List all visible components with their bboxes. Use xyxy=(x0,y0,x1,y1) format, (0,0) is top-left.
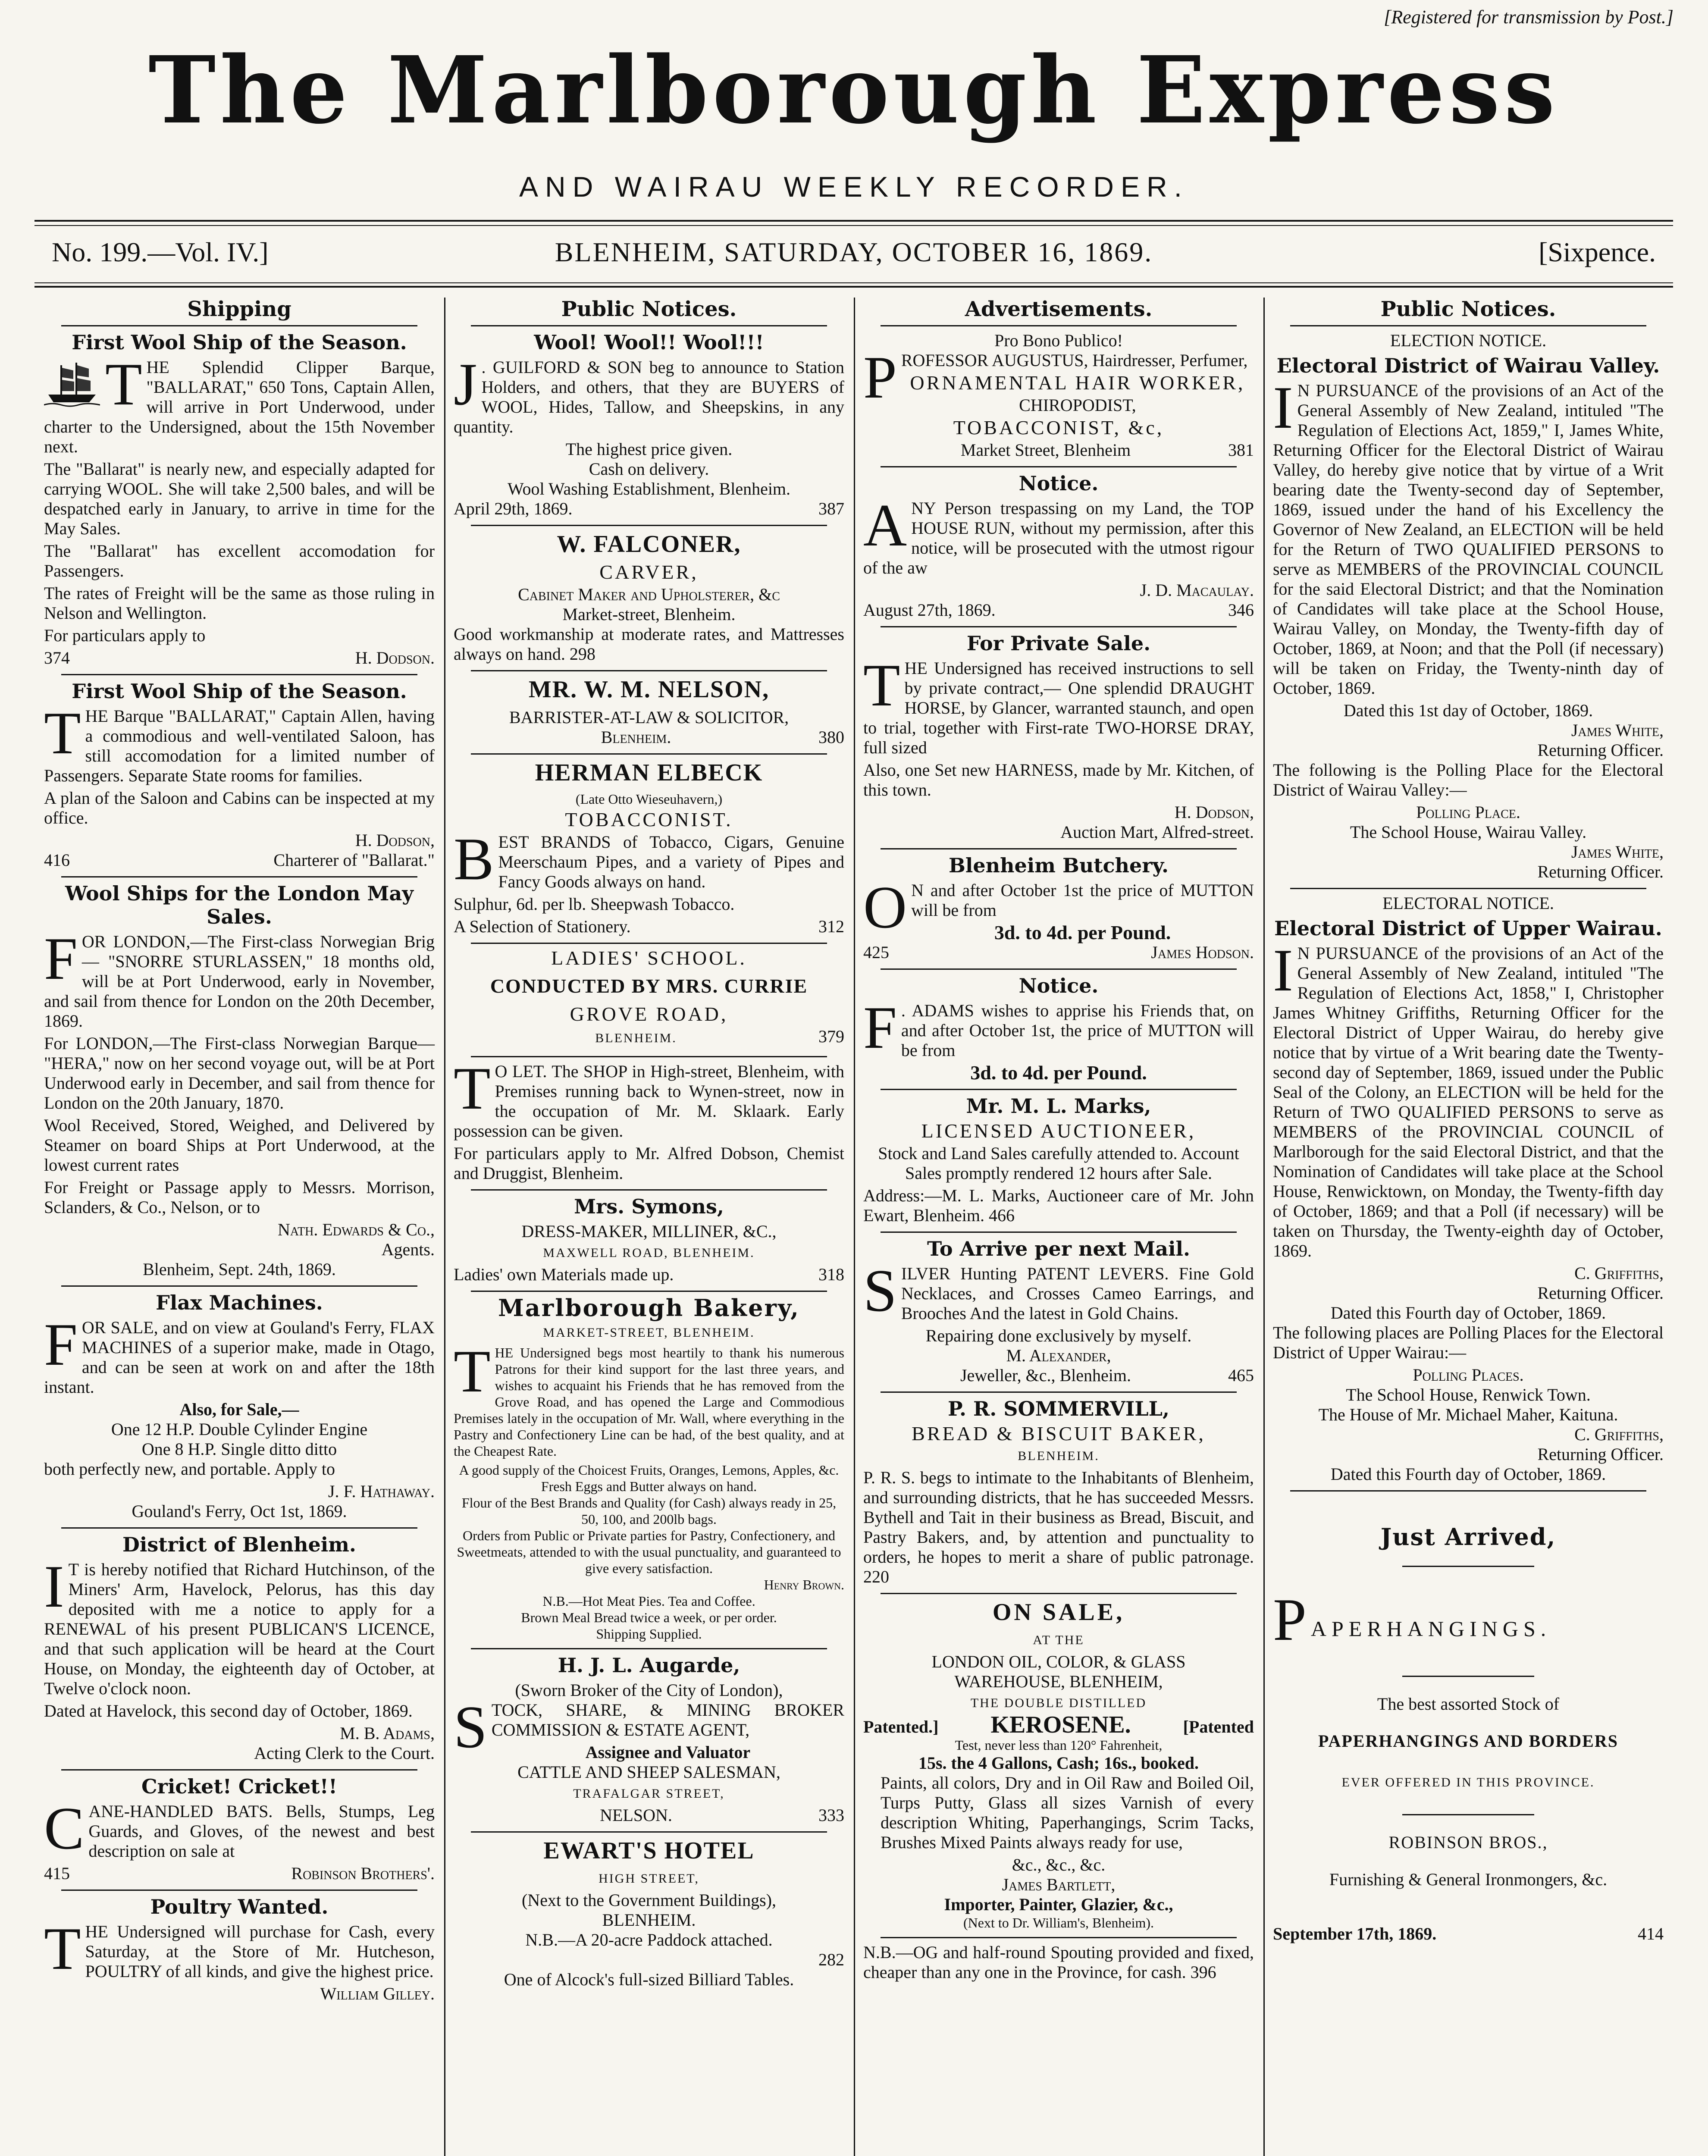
ad-line: ORNAMENTAL HAIR WORKER, xyxy=(910,372,1245,394)
column-shipping xyxy=(34,298,444,2156)
ad-heading: W. FALCONER, xyxy=(557,531,741,558)
divider xyxy=(881,1232,1237,1233)
ad-number: 416 xyxy=(44,850,70,870)
drop-cap: A xyxy=(863,492,907,559)
ad-signature: C. Griffiths, xyxy=(1574,1263,1664,1283)
drop-cap: I xyxy=(1273,374,1293,441)
divider xyxy=(61,1769,417,1771)
ad-line: One 8 H.P. Single ditto ditto xyxy=(141,1439,337,1459)
divider xyxy=(471,1648,827,1649)
ad-line: Orders from Public or Private parties for Pastry, Confectionery, and Sweetmeats, attended to with the usual punctuality, and guaranteed to give every satisfaction. xyxy=(457,1528,841,1576)
ad-signature: William Gilley. xyxy=(320,1984,435,2003)
ad-signature: Charterer of "Ballarat." xyxy=(273,850,435,870)
ad-line: NELSON. xyxy=(600,1805,672,1825)
ad-text: ANE-HANDLED BATS. Bells, Stumps, Leg Guards, and Gloves, of the newest and best description on sale at xyxy=(88,1802,435,1861)
ad-signature: Nath. Edwards & Co., xyxy=(277,1220,435,1239)
column-public-notices-2 xyxy=(1263,298,1673,2156)
ad-number: 220 xyxy=(863,1567,889,1586)
ad-number: 465 xyxy=(1228,1366,1254,1385)
ad-line: KEROSENE. xyxy=(990,1711,1131,1738)
divider xyxy=(1290,325,1646,326)
ad-line: MARKET-STREET, BLENHEIM. xyxy=(543,1326,755,1340)
ad-heading: Just Arrived, xyxy=(1380,1523,1556,1551)
ad-line: The best assorted Stock of xyxy=(1377,1694,1560,1714)
ad-number: 425 xyxy=(863,943,889,962)
ad-heading: Poultry Wanted. xyxy=(150,1895,329,1918)
ad-line: 15s. the 4 Gallons, Cash; 16s., booked. xyxy=(918,1753,1199,1773)
rule-mid xyxy=(34,286,1673,288)
ad-date: Dated this Fourth day of October, 1869. xyxy=(1330,1303,1606,1322)
ad-text: Address:—M. L. Marks, Auctioneer care of Mr. John Ewart, Blenheim. xyxy=(863,1186,1254,1225)
ad-line: Assignee and Valuator xyxy=(585,1742,751,1762)
ad-heading: Notice. xyxy=(1019,974,1099,997)
ad-heading: District of Blenheim. xyxy=(122,1533,356,1556)
issue-price: [Sixpence. xyxy=(1539,237,1656,267)
ad-line: WAREHOUSE, BLENHEIM, xyxy=(954,1672,1163,1691)
drop-cap: T xyxy=(454,1055,491,1122)
ship-icon xyxy=(44,360,100,407)
ad-heading: ELECTORAL NOTICE. xyxy=(1382,893,1554,913)
ad-subheading: Electoral District of Wairau Valley. xyxy=(1276,354,1660,377)
ad-heading: MR. W. M. NELSON, xyxy=(528,676,770,703)
ad-line: 3d. to 4d. per Pound. xyxy=(970,1062,1147,1084)
divider xyxy=(881,848,1237,849)
ad-line: BREAD & BISCUIT BAKER, xyxy=(912,1423,1206,1445)
ad-text: EST BRANDS of Tobacco, Cigars, Genuine Meerschaum Pipes, and a variety of Pipes and Fancy Goods always on hand. xyxy=(498,832,844,891)
ad-signature: H. Dodson, xyxy=(355,830,435,850)
ad-heading: P. R. SOMMERVILL, xyxy=(948,1397,1169,1420)
ad-text: Good workmanship at moderate rates, and Mattresses always on hand. xyxy=(454,624,844,664)
ad-line: (Sworn Broker of the City of London), xyxy=(515,1680,783,1700)
drop-cap: C xyxy=(44,1795,85,1862)
ad-text: T is hereby notified that Richard Hutchinson, of the Miners' Arm, Havelock, Pelorus, has this day deposited with me a notice to apply for a RENEWAL of his present PUBLICAN'S LICENCE, and that such application will be heard at the Court House, on Monday, the eighteenth day of October, at Twelve o'clock noon. xyxy=(44,1560,435,1698)
ad-text: The rates of Freight will be the same as those ruling in Nelson and Wellington. xyxy=(44,583,435,623)
ad-number: 282 xyxy=(818,1950,844,1969)
ad-signature: ROBINSON BROS., xyxy=(1388,1833,1548,1852)
divider xyxy=(61,674,417,675)
ad-heading: H. J. L. Augarde, xyxy=(558,1654,740,1677)
column-public-notices xyxy=(444,298,854,2156)
drop-cap: J xyxy=(454,351,477,418)
ad-signature: James White, xyxy=(1571,842,1664,862)
ad-heading: Notice. xyxy=(1019,472,1099,495)
ad-line: LICENSED AUCTIONEER, xyxy=(921,1120,1196,1142)
ad-signature: James White, xyxy=(1571,721,1664,740)
drop-cap: P xyxy=(1273,1586,1307,1653)
ad-text: For particulars apply to Mr. Alfred Dobson, Chemist and Druggist, Blenheim. xyxy=(454,1144,844,1183)
rule-top-thin xyxy=(34,225,1673,226)
ad-number: 318 xyxy=(818,1265,844,1284)
divider xyxy=(881,466,1237,467)
ad-number: 381 xyxy=(1228,440,1254,460)
ad-date: September 17th, 1869. xyxy=(1273,1924,1437,1943)
ad-line: CONDUCTED BY MRS. CURRIE xyxy=(490,975,808,997)
ad-text: O LET. The SHOP in High-street, Blenheim, with Premises running back to Wynen-street, now in the occupation of Mr. M. Sklaark. Early possession can be given. xyxy=(454,1062,844,1141)
ad-line: Polling Places. xyxy=(1413,1365,1524,1385)
ad-line: CATTLE AND SHEEP SALESMAN, xyxy=(517,1762,780,1782)
ad-text: both perfectly new, and portable. Apply to xyxy=(44,1459,335,1479)
ad-signature: James Bartlett, xyxy=(1002,1875,1116,1894)
ad-heading: Wool! Wool!! Wool!!! xyxy=(534,331,764,354)
ad-text: For Freight or Passage apply to Messrs. Morrison, Sclanders, & Co., Nelson, or to xyxy=(44,1178,435,1217)
ad-heading: Marlborough Bakery, xyxy=(498,1294,800,1322)
ad-text: HE Undersigned begs most heartily to thank his numerous Patrons for their kind support for the last three years, and wishes to acquaint his Friends that he has removed from the Grove Road, and has opened the Large and Commodious Premises lately in the occupation of Mr. Wall, where everything in the Pastry and Confectionery Line can be had, of the best quality, and at the Cheapest Rate. xyxy=(454,1345,844,1459)
ad-signature: M. B. Adams, xyxy=(340,1724,435,1743)
divider xyxy=(471,1189,827,1191)
ad-text: HE Splendid Clipper Barque, "BALLARAT," 650 Tons, Captain Allen, will arrive in Port Underwood, under charter to the Undersigned, about the 15th November next. xyxy=(44,357,435,456)
ad-line: BARRISTER-AT-LAW & SOLICITOR, xyxy=(509,708,789,727)
ad-line: Importer, Painter, Glazier, &c., xyxy=(944,1895,1173,1914)
ad-line: TOBACCONIST. xyxy=(565,808,733,830)
ad-signature: Henry Brown. xyxy=(764,1577,844,1592)
ad-heading: Cricket! Cricket!! xyxy=(141,1775,338,1798)
section-heading: Public Notices. xyxy=(561,298,737,321)
ad-text: The following is the Polling Place for the Electoral District of Wairau Valley:— xyxy=(1273,760,1664,799)
ad-line: Fresh Eggs and Butter always on hand. xyxy=(541,1479,757,1494)
divider xyxy=(881,325,1237,326)
ad-heading: First Wool Ship of the Season. xyxy=(72,680,407,703)
ad-line: Blenheim. xyxy=(601,727,671,747)
ad-heading: HERMAN ELBECK xyxy=(535,759,763,786)
ad-line: MAXWELL ROAD, BLENHEIM. xyxy=(543,1246,755,1260)
ad-line: BLENHEIM. xyxy=(1018,1449,1100,1463)
ad-text: . ADAMS wishes to apprise his Friends that, on and after October 1st, the price of MUTTON will be from xyxy=(901,1001,1254,1060)
drop-cap: T xyxy=(863,652,900,719)
divider xyxy=(471,943,827,944)
drop-cap: F xyxy=(44,925,78,992)
drop-cap: O xyxy=(863,874,907,941)
divider xyxy=(1290,1490,1646,1492)
ad-line: Brown Meal Bread twice a week, or per order. xyxy=(521,1610,777,1625)
ad-text: N PURSUANCE of the provisions of an Act of the General Assembly of New Zealand, intituled "The Regulation of Elections Act, 1859," I, James White, Returning Officer for the Electoral District of Wairau Valley, do hereby give notice that by virtue of a Writ bearing date the Twenty-second day of September, 1869, issued under the hand of his Excellency the Governor of New Zealand, an ELECTION will be held for the Return of TWO QUALIFIED PERSONS to serve as MEMBERS of the PROVINCIAL COUNCIL for the said Electoral District; and that the Nomination of Candidates will take place at the School House, Wairau Valley, on Monday, the Twenty-fifth day of October, 1869, at Noon; and that the Poll (if necessary) will be taken on Friday, the Twenty-ninth day of October, 1869. xyxy=(1273,381,1664,698)
divider xyxy=(61,1890,417,1891)
ad-number: 415 xyxy=(44,1864,70,1883)
divider xyxy=(471,525,827,526)
ad-text: N.B.—OG and half-round Spouting provided and fixed, cheaper than any one in the Province, for cash. xyxy=(863,1943,1254,1982)
dateline xyxy=(52,236,1656,275)
ad-text: OR SALE, and on view at Gouland's Ferry, FLAX MACHINES of a superior make, made in Otago, and can be seen at work on and after the 18th instant. xyxy=(44,1318,435,1397)
ad-text: Paints, all colors, Dry and in Oil Raw and Boiled Oil, Turps Putty, Glass all sizes Varnish of every description Whiting, Paperhangings, Scrim Tacks, Brushes Mixed Paints always ready for use, xyxy=(881,1773,1254,1852)
ad-number: 346 xyxy=(1228,600,1254,620)
ad-date: Dated this 1st day of October, 1869. xyxy=(1343,701,1593,720)
ad-number: 298 xyxy=(569,644,595,664)
drop-cap: T xyxy=(105,351,142,418)
drop-cap: T xyxy=(44,1915,81,1982)
ad-line: Wool Washing Establishment, Blenheim. xyxy=(507,479,791,498)
drop-cap: T xyxy=(454,1338,491,1405)
ad-text: TOCK, SHARE, & MINING BROKER COMMISSION & ESTATE AGENT, xyxy=(491,1700,844,1739)
ad-number: 333 xyxy=(818,1805,844,1825)
issue-number: No. 199.—Vol. IV.] xyxy=(52,237,269,267)
divider xyxy=(471,670,827,671)
ad-line: The School House, Wairau Valley. xyxy=(1350,822,1587,842)
ad-subheading: Also, for Sale,— xyxy=(179,1400,299,1419)
ad-text: N and after October 1st the price of MUTTON will be from xyxy=(911,881,1254,920)
ad-number: 312 xyxy=(818,917,844,936)
ad-heading: Mr. M. L. Marks, xyxy=(966,1094,1151,1118)
ad-text: For LONDON,—The First-class Norwegian Barque— "HERA," now on her second voyage out, will be at Port Underwood early in December, and sail from thence for London on the 20th January, 1870. xyxy=(44,1034,435,1112)
ad-line: The House of Mr. Michael Maher, Kaituna. xyxy=(1318,1405,1618,1424)
ad-line: THE DOUBLE DISTILLED xyxy=(970,1696,1147,1710)
drop-cap: I xyxy=(1273,937,1293,1004)
ad-line: CHIROPODIST, xyxy=(1019,395,1136,415)
ad-signature: Jeweller, &c., Blenheim. xyxy=(960,1366,1131,1385)
ad-number: 396 xyxy=(1190,1962,1216,1982)
ad-text: A plan of the Saloon and Cabins can be inspected at my office. xyxy=(44,788,435,827)
ad-line: A good supply of the Choicest Fruits, Oranges, Lemons, Apples, &c. xyxy=(459,1462,839,1478)
ad-signature: J. D. Macaulay. xyxy=(1140,580,1254,600)
ad-line: Repairing done exclusively by myself. xyxy=(925,1326,1192,1345)
ad-line: CARVER, xyxy=(599,561,699,583)
ad-signature: Returning Officer. xyxy=(1537,1283,1664,1303)
ad-line: GROVE ROAD, xyxy=(570,1003,728,1025)
ad-date: August 27th, 1869. xyxy=(863,600,996,620)
drop-cap: B xyxy=(454,826,494,893)
divider xyxy=(471,1291,827,1292)
newspaper-title: The Marlborough Express xyxy=(148,36,1559,144)
divider xyxy=(1290,888,1646,889)
ad-heading: Flax Machines. xyxy=(156,1291,323,1314)
ad-text: The following places are Polling Places for the Electoral District of Upper Wairau:— xyxy=(1273,1323,1664,1362)
ad-line: N.B.—A 20-acre Paddock attached. xyxy=(525,1930,773,1949)
drop-cap: T xyxy=(44,700,81,767)
divider xyxy=(881,968,1237,970)
ad-signature: Acting Clerk to the Court. xyxy=(254,1743,435,1763)
ad-signature: C. Griffiths, xyxy=(1574,1425,1664,1444)
ad-line: Cabinet Maker and Upholsterer, &c xyxy=(518,585,780,604)
ad-line: One 12 H.P. Double Cylinder Engine xyxy=(111,1420,368,1439)
ad-number: 414 xyxy=(1638,1924,1664,1943)
ad-signature: H. Dodson, xyxy=(1174,802,1254,822)
divider xyxy=(61,876,417,877)
divider xyxy=(471,1056,827,1057)
ad-signature: M. Alexander, xyxy=(1006,1346,1111,1365)
columns xyxy=(34,298,1673,2156)
rule-mid-thin xyxy=(34,282,1673,283)
ad-line: Test, never less than 120° Fahrenheit, xyxy=(955,1737,1163,1753)
ad-date: Dated this Fourth day of October, 1869. xyxy=(1330,1464,1606,1484)
divider xyxy=(471,325,827,326)
ad-signature: H. Dodson. xyxy=(355,648,435,667)
section-heading: Public Notices. xyxy=(1380,298,1556,321)
ad-heading: EWART'S HOTEL xyxy=(543,1837,755,1864)
section-heading: Advertisements. xyxy=(965,298,1153,321)
ad-line: PAPERHANGINGS AND BORDERS xyxy=(1318,1731,1618,1751)
drop-cap: I xyxy=(44,1553,64,1620)
ad-line: (Late Otto Wieseuhavern,) xyxy=(575,791,723,807)
drop-cap: S xyxy=(454,1694,487,1761)
rule-top xyxy=(34,220,1673,222)
ad-line: HIGH STREET, xyxy=(599,1871,699,1886)
ad-line: Patented.] xyxy=(863,1717,939,1736)
ad-text: . GUILFORD & SON beg to announce to Station Holders, and others, that they are BUYERS of WOOL, Hides, Tallow, and Sheepskins, in any quantity. xyxy=(454,357,844,436)
divider xyxy=(881,626,1237,627)
drop-cap: F xyxy=(44,1311,78,1378)
ad-line: N.B.—Hot Meat Pies. Tea and Coffee. xyxy=(542,1593,755,1609)
ad-heading: First Wool Ship of the Season. xyxy=(72,331,407,354)
ad-text: Dated at Havelock, this second day of October, 1869. xyxy=(44,1701,413,1720)
ad-signature: Agents. xyxy=(381,1240,435,1259)
ad-text: NY Person trespassing on my Land, the TOP HOUSE RUN, without my permission, after this notice, will be prosecuted with the utmost rigour of the aw xyxy=(863,498,1254,577)
ad-signature: Returning Officer. xyxy=(1537,1445,1664,1464)
divider xyxy=(1402,1814,1534,1815)
ad-line: BLENHEIM. xyxy=(602,1910,696,1930)
ad-text: HE Barque "BALLARAT," Captain Allen, having a commodious and well-ventilated Saloon, has still accomodation for a limited number of Passengers. Separate State rooms for families. xyxy=(44,706,435,785)
registered-note: [Registered for transmission by Post.] xyxy=(1384,6,1674,28)
ad-signature: Robinson Brothers'. xyxy=(291,1864,435,1883)
ad-text: The "Ballarat" has excellent accomodation for Passengers. xyxy=(44,541,435,580)
ad-line: Shipping Supplied. xyxy=(596,1626,702,1642)
ad-text: N PURSUANCE of the provisions of an Act of the General Assembly of New Zealand, intituled "The Regulation of Elections Act, 1858," I, Christopher James Whitney Griffiths, Returning Officer for the Electoral District of Upper Wairau, do hereby give notice that by virtue of a Writ bearing date the Twenty-second day of September, 1869, issued under the Public Seal of the Colony, an ELECTION will be held for the Return of TWO QUALIFIED PERSONS to serve as MEMBERS of the PROVINCIAL COUNCIL of Marlborough for the said Electoral District, and that the Nomination of Candidates will take place at the School House, Renwicktown, on Monday, the Twenty-fifth day of October, 1869; and that a Poll (if necessary) will be taken on Thursday, the Twenty-eighth day of October, 1869. xyxy=(1273,943,1664,1260)
ad-line: Polling Place. xyxy=(1416,802,1520,822)
ad-line: [Patented xyxy=(1183,1717,1254,1736)
ad-text: Wool Received, Stored, Weighed, and Delivered by Steamer on board Ships at Port Underwood, at the lowest current rates xyxy=(44,1116,435,1175)
ad-line: Furnishing & General Ironmongers, &c. xyxy=(1329,1870,1608,1889)
divider xyxy=(881,1391,1237,1393)
column-advertisements xyxy=(854,298,1263,2156)
drop-cap: S xyxy=(863,1257,897,1324)
ad-line: The highest price given. xyxy=(565,439,733,459)
divider xyxy=(1402,1566,1534,1567)
ad-line: A Selection of Stationery. xyxy=(454,917,631,936)
ad-heading: For Private Sale. xyxy=(966,632,1151,655)
ad-text: HE Undersigned will purchase for Cash, every Saturday, at the Store of Mr. Hutcheson, POULTRY of all kinds, and give the highest price. xyxy=(85,1922,435,1981)
ad-heading: ON SALE, xyxy=(992,1599,1125,1626)
ad-date: April 29th, 1869. xyxy=(454,499,573,518)
ad-text: For particulars apply to xyxy=(44,626,206,645)
ad-signature: J. F. Hathaway. xyxy=(328,1482,435,1501)
ad-number: 379 xyxy=(818,1027,844,1046)
ad-text: Stock and Land Sales carefully attended to. Account Sales promptly rendered 12 hours after Sale. xyxy=(878,1144,1239,1183)
ad-heading: Pro Bono Publico! xyxy=(994,331,1123,350)
ad-line: Market-street, Blenheim. xyxy=(562,605,736,624)
ad-text: Sulphur, 6d. per lb. Sheepwash Tobacco. xyxy=(454,894,735,914)
ad-line: EVER OFFERED IN THIS PROVINCE. xyxy=(1341,1775,1595,1789)
ad-line: TOBACCONIST, &c, xyxy=(953,417,1164,439)
ad-heading: LADIES' SCHOOL. xyxy=(551,947,747,969)
ad-heading: Wool Ships for the London May Sales. xyxy=(65,882,414,928)
ad-line: 3d. to 4d. per Pound. xyxy=(994,921,1171,943)
ad-signature: James Hodson. xyxy=(1151,943,1254,962)
ad-line: Market Street, Blenheim xyxy=(960,440,1131,460)
newspaper-subtitle: AND WAIRAU WEEKLY RECORDER. xyxy=(519,171,1189,203)
ad-line: Cash on delivery. xyxy=(589,459,709,479)
ad-heading: Mrs. Symons, xyxy=(574,1195,724,1218)
section-heading: Shipping xyxy=(187,298,291,321)
ad-line: BLENHEIM. xyxy=(595,1031,677,1045)
ad-line: One of Alcock's full-sized Billiard Tables. xyxy=(504,1970,794,1989)
ad-line: LONDON OIL, COLOR, & GLASS xyxy=(931,1652,1186,1671)
drop-cap: F xyxy=(863,994,897,1061)
ad-line: APERHANGINGS. xyxy=(1310,1617,1551,1641)
divider xyxy=(471,1831,827,1833)
ad-text: P. R. S. begs to intimate to the Inhabitants of Blenheim, and surrounding districts, that he has succeeded Messrs. Bythell and Tait in their business as Bread, Biscuit, and Pastry Bakers, and, by attention and punctuality to orders, he hopes to merit a share of public patronage. xyxy=(863,1468,1254,1567)
divider xyxy=(61,1527,417,1529)
ad-text: OR LONDON,—The First-class Norwegian Brig— "SNORRE STURLASSEN," 18 months old, will be at Port Underwood, early in November, and sail from thence for London on the 20th December, 1869. xyxy=(44,932,435,1031)
ad-line: The School House, Renwick Town. xyxy=(1346,1385,1591,1404)
ad-number: 387 xyxy=(818,499,844,518)
issue-date: BLENHEIM, SATURDAY, OCTOBER 16, 1869. xyxy=(555,237,1153,267)
ad-signature: Returning Officer. xyxy=(1537,862,1664,881)
divider xyxy=(61,1285,417,1287)
ad-line: AT THE xyxy=(1033,1633,1084,1647)
ad-line: (Next to the Government Buildings), xyxy=(522,1890,776,1910)
ad-signature: Auction Mart, Alfred-street. xyxy=(1060,822,1254,842)
ad-signature: Returning Officer. xyxy=(1537,740,1664,760)
ad-line: TRAFALGAR STREET, xyxy=(573,1786,725,1801)
ad-number: 380 xyxy=(818,727,844,747)
ad-line: (Next to Dr. William's, Blenheim). xyxy=(963,1915,1154,1930)
ad-heading: To Arrive per next Mail. xyxy=(927,1237,1191,1260)
ad-number: 374 xyxy=(44,648,70,667)
divider xyxy=(471,753,827,755)
ad-heading: ELECTION NOTICE. xyxy=(1390,331,1547,350)
divider xyxy=(1402,1676,1534,1677)
ad-text: HE Undersigned has received instructions to sell by private contract,— One splendid DRAUGHT HORSE, by Glancer, warranted staunch, and open to trial, together with First-rate TWO-HORSE DRAY, full sized xyxy=(863,658,1254,757)
ad-subheading: Electoral District of Upper Wairau. xyxy=(1274,917,1662,940)
ad-date: Blenheim, Sept. 24th, 1869. xyxy=(143,1260,336,1279)
ad-line: DRESS-MAKER, MILLINER, &C., xyxy=(521,1222,777,1241)
ad-text: The "Ballarat" is nearly new, and especially adapted for carrying WOOL. She will take 2,500 bales, and will be despatched early in January, to arrive in time for the May Sales. xyxy=(44,459,435,538)
divider xyxy=(881,1089,1237,1090)
divider xyxy=(881,1937,1237,1938)
ad-line: Flour of the Best Brands and Quality (for Cash) always ready in 25, 50, 100, and 200lb bags. xyxy=(461,1495,837,1527)
ad-text: ILVER Hunting PATENT LEVERS. Fine Gold Necklaces, and Crosses Cameo Earrings, and Brooches And the latest in Gold Chains. xyxy=(901,1264,1254,1323)
ad-text: Also, one Set new HARNESS, made by Mr. Kitchen, of this town. xyxy=(863,760,1254,799)
ad-line: &c., &c., &c. xyxy=(1012,1855,1106,1874)
divider xyxy=(881,1593,1237,1594)
ad-number: 466 xyxy=(989,1206,1015,1225)
ad-heading: Blenheim Butchery. xyxy=(949,854,1169,877)
ad-text: Ladies' own Materials made up. xyxy=(454,1265,674,1284)
drop-cap: P xyxy=(863,344,897,411)
ad-date: Gouland's Ferry, Oct 1st, 1869. xyxy=(132,1501,347,1521)
ad-text: ROFESSOR AUGUSTUS, Hairdresser, Perfumer, xyxy=(901,351,1248,370)
divider xyxy=(61,325,417,326)
